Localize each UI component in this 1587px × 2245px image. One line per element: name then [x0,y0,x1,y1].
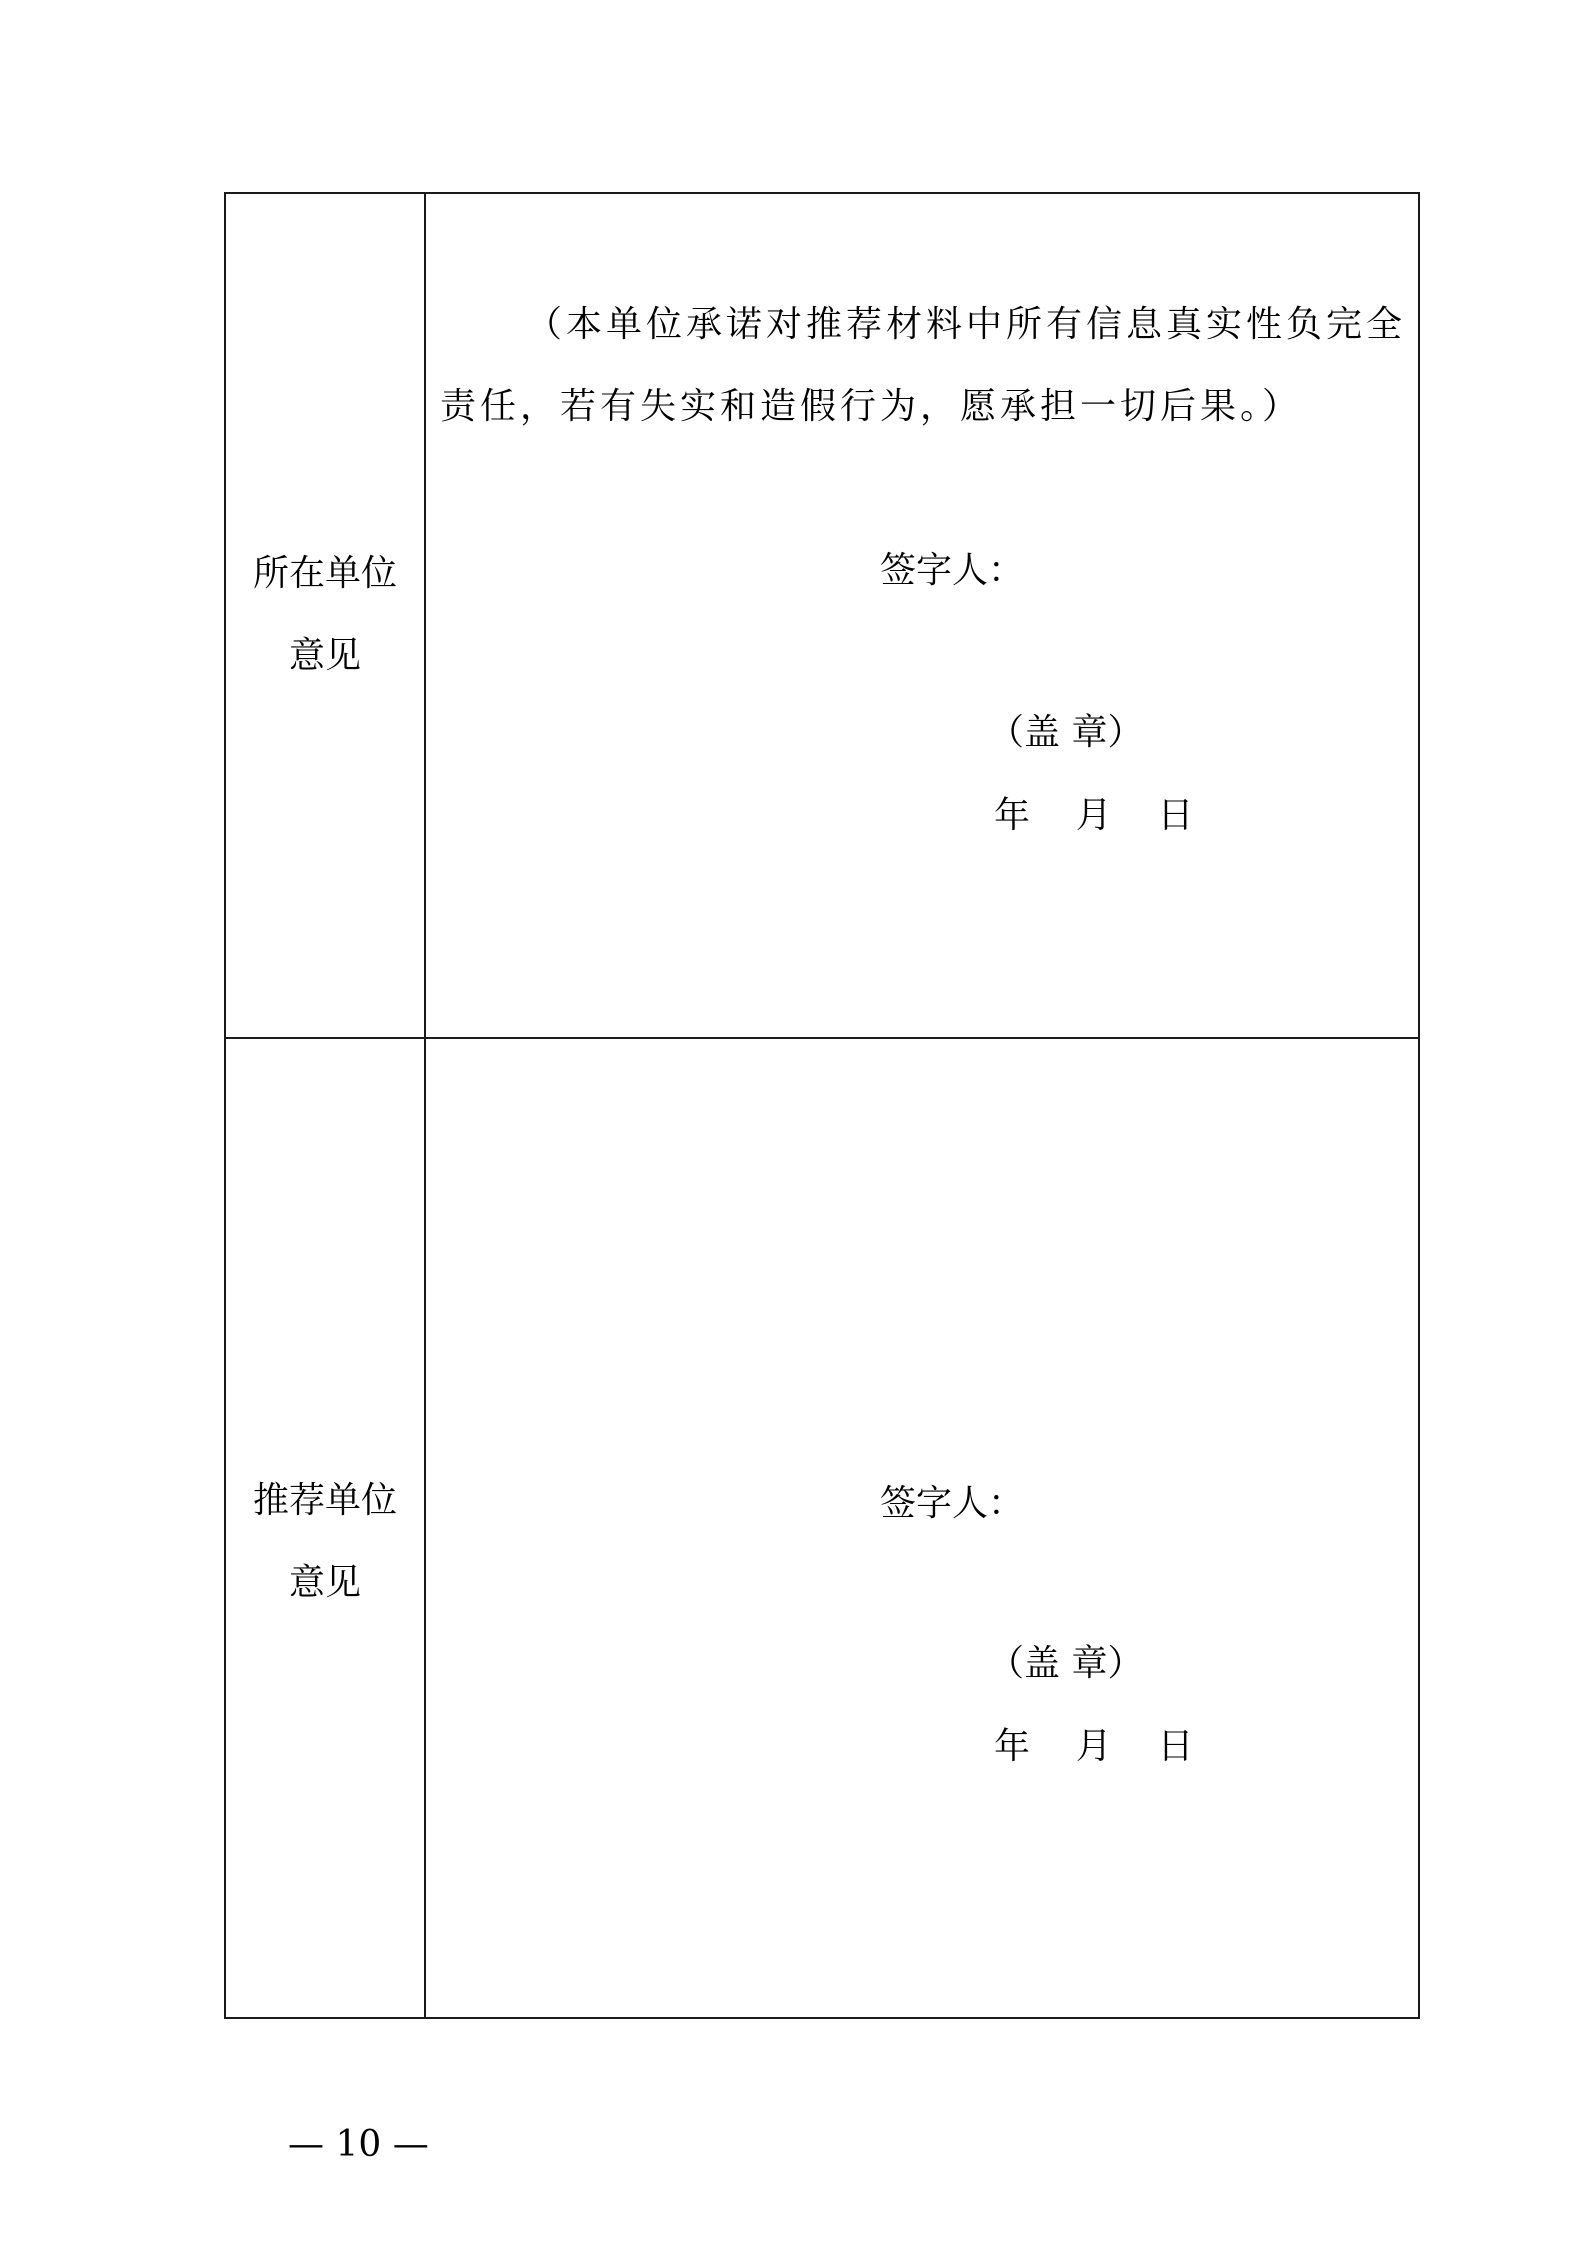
recommender-signer-label: 签字人： [880,1483,1025,1524]
employer-opinion-label-line1: 所在单位 [252,553,397,594]
employer-signer-label: 签字人： [880,550,1025,591]
recommender-opinion-label-line1: 推荐单位 [252,1480,397,1521]
opinion-form-table [224,192,1420,2019]
employer-opinion-label-line2: 意见 [288,635,361,676]
employer-pledge-text: （本单位承诺对推荐材料中所有信息真实性负完全责任，若有失实和造假行为，愿承担一切后果。） [440,304,1407,427]
employer-date-label: 年 月 日 [994,795,1194,836]
recommender-opinion-row [226,1039,1418,2017]
recommender-opinion-label-cell [226,1039,426,2017]
employer-seal-label: （盖 章） [988,712,1144,753]
employer-opinion-content[interactable] [426,194,1418,1037]
recommender-opinion-label-line2: 意见 [288,1562,361,1603]
employer-opinion-row [226,194,1418,1039]
recommender-seal-label: （盖 章） [988,1643,1144,1684]
recommender-date-label: 年 月 日 [994,1726,1194,1767]
recommender-opinion-content[interactable] [426,1039,1418,2017]
employer-opinion-label-cell [226,194,426,1037]
page-number: — 10 — [288,2124,429,2165]
